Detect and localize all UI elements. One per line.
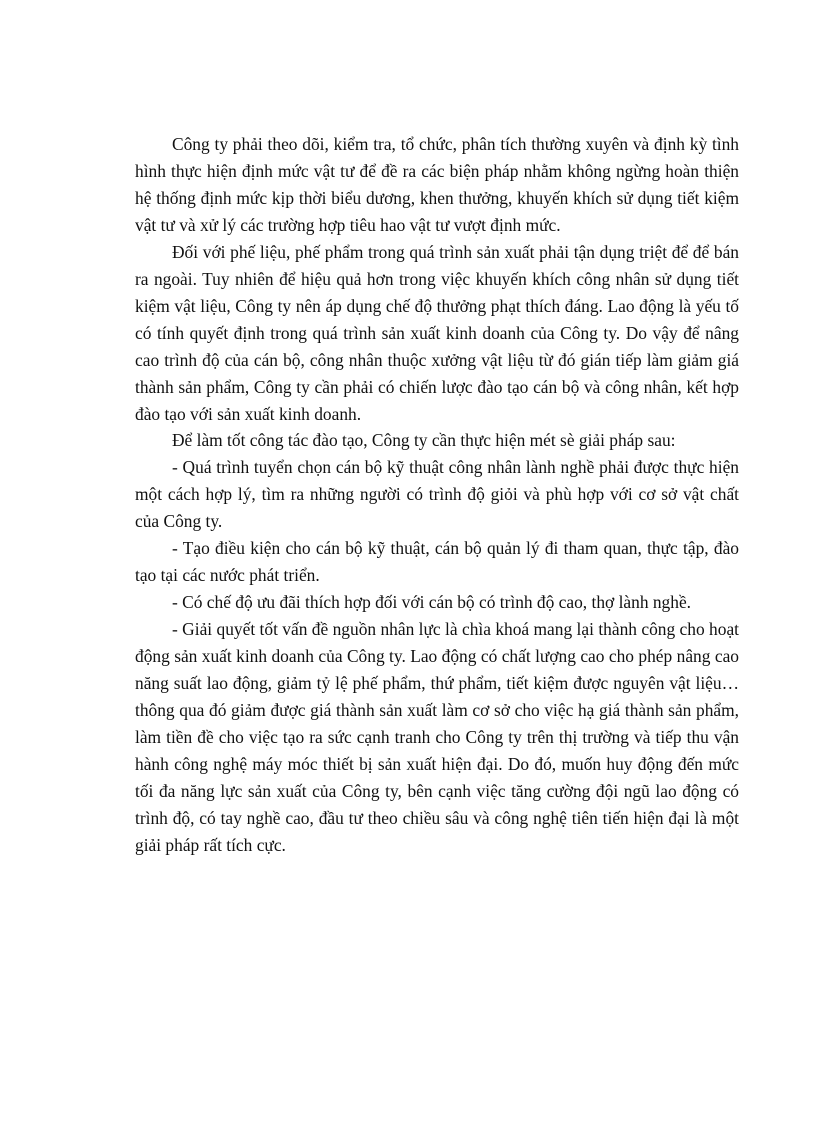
list-item-study-abroad: - Tạo điều kiện cho cán bộ kỹ thuật, cán bộ quản lý đi tham quan, thực tập, đào tạo tại các nước phát triển.: [135, 538, 739, 586]
document-page: [135, 131, 739, 859]
list-item-incentives: - Có chế độ ưu đãi thích hợp đối với cán bộ có trình độ cao, thợ lành nghề.: [172, 592, 692, 613]
paragraph-material-norms: Công ty phải theo dõi, kiểm tra, tổ chức, phân tích thường xuyên và định kỳ tình hình thực hiện định mức vật tư để đề ra các biện pháp nhằm không ngừng hoàn thiện hệ thống định mức kịp thời biểu dương, khen thưởng, khuyến khích sử dụng tiết kiệm vật tư và xử lý các trường hợp tiêu hao vật tư vượt định mức.: [135, 134, 739, 235]
paragraph-scrap-and-training: Đối với phế liệu, phế phẩm trong quá trình sản xuất phải tận dụng triệt để để bán ra ngoài. Tuy nhiên để hiệu quả hơn trong việc khuyến khích công nhân sử dụng tiết kiệm vật liệu, Công ty nên áp dụng chế độ thưởng phạt thích đáng. Lao động là yếu tố có tính quyết định trong quá trình sản xuất kinh doanh của Công ty. Do vậy để nâng cao trình độ của cán bộ, công nhân thuộc xưởng vật liệu từ đó gián tiếp làm giảm giá thành sản phẩm, Công ty cần phải có chiến lược đào tạo cán bộ và công nhân, kết hợp đào tạo với sản xuất kinh doanh.: [135, 241, 739, 424]
list-item-human-resources: - Giải quyết tốt vấn đề nguồn nhân lực là chìa khoá mang lại thành công cho hoạt động sản xuất kinh doanh của Công ty. Lao động có chất lượng cao cho phép nâng cao năng suất lao động, giảm tỷ lệ phế phẩm, thứ phẩm, tiết kiệm được nguyên vật liệu… thông qua đó giảm được giá thành sản xuất làm cơ sở cho việc hạ giá thành sản phẩm, làm tiền đề cho việc tạo ra sức cạnh tranh cho Công ty trên thị trường và tiếp thu vận hành công nghệ máy móc thiết bị sản xuất hiện đại. Do đó, muốn huy động đến mức tối đa năng lực sản xuất của Công ty, bên cạnh việc tăng cường đội ngũ lao động có trình độ, có tay nghề cao, đầu tư theo chiều sâu và công nghệ tiên tiến hiện đại là một giải pháp rất tích cực.: [135, 619, 739, 855]
list-item-recruitment: - Quá trình tuyển chọn cán bộ kỹ thuật công nhân lành nghề phải được thực hiện một cách hợp lý, tìm ra những người có trình độ giỏi và phù hợp với cơ sở vật chất của Công ty.: [135, 457, 739, 532]
paragraph-training-intro: Để làm tốt công tác đào tạo, Công ty cần thực hiện mét sè giải pháp sau:: [172, 430, 676, 451]
